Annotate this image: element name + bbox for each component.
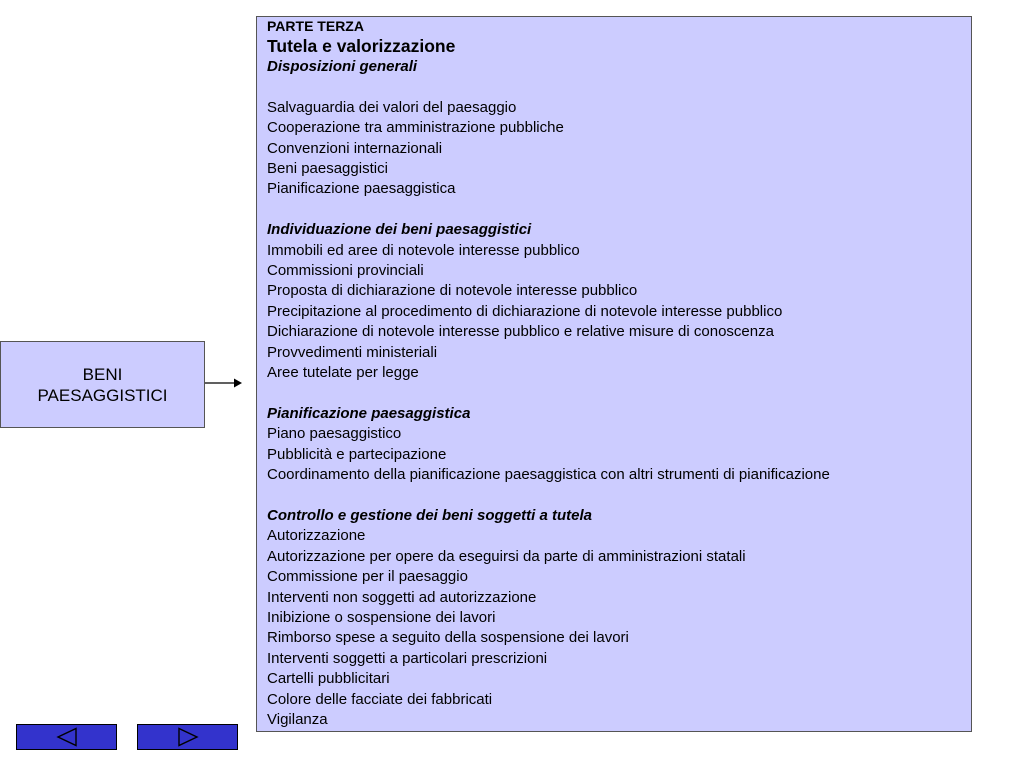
list-item: Salvaguardia dei valori del paesaggio xyxy=(267,98,517,116)
part-label: PARTE TERZA xyxy=(267,18,364,34)
triangle-right-icon xyxy=(176,727,200,747)
list-item: Pianificazione paesaggistica xyxy=(267,180,456,198)
list-item: Autorizzazione per opere da eseguirsi da parte di amministrazioni statali xyxy=(267,547,746,565)
section-heading: Disposizioni generali xyxy=(267,58,418,75)
list-item: Cooperazione tra amministrazione pubbliche xyxy=(267,119,564,137)
list-item: Cartelli pubblicitari xyxy=(267,670,390,688)
list-item: Piano paesaggistico xyxy=(267,425,402,443)
list-item: Provvedimenti ministeriali xyxy=(267,343,438,361)
list-item: Convenzioni internazionali xyxy=(267,139,443,157)
list-item: Interventi soggetti a particolari prescrizioni xyxy=(267,649,548,667)
list-item: Commissione per il paesaggio xyxy=(267,568,468,586)
list-item: Immobili ed aree di notevole interesse pubblico xyxy=(267,241,580,259)
side-box-line2: PAESAGGISTICI xyxy=(37,385,168,405)
list-item: Aree tutelate per legge xyxy=(267,364,419,382)
side-box-line1: BENI xyxy=(82,364,123,384)
list-item: Precipitazione al procedimento di dichiarazione di notevole interesse pubblico xyxy=(267,302,783,320)
list-item: Autorizzazione xyxy=(267,527,366,545)
section-spacer xyxy=(267,77,971,97)
previous-slide-button[interactable] xyxy=(16,724,117,750)
list-item: Interventi non soggetti ad autorizzazione xyxy=(267,588,537,606)
list-item: Coordinamento della pianificazione paesaggistica con altri strumenti di pianificazione xyxy=(267,466,830,484)
page-title: Tutela e valorizzazione xyxy=(267,36,456,56)
list-item: Colore delle facciate dei fabbricati xyxy=(267,690,493,708)
section-spacer xyxy=(267,200,971,220)
triangle-left-icon xyxy=(55,727,79,747)
section-heading: Controllo e gestione dei beni soggetti a tutela xyxy=(267,506,593,524)
list-item: Vigilanza xyxy=(267,710,328,728)
section-spacer xyxy=(267,383,971,403)
connector-arrow-icon xyxy=(205,376,245,390)
section-heading: Pianificazione paesaggistica xyxy=(267,404,471,422)
section-spacer xyxy=(267,485,971,505)
list-item: Proposta di dichiarazione di notevole interesse pubblico xyxy=(267,282,638,300)
section-heading: Individuazione dei beni paesaggistici xyxy=(267,221,532,239)
beni-paesaggistici-box[interactable] xyxy=(0,341,205,428)
list-item: Commissioni provinciali xyxy=(267,262,424,280)
next-slide-button[interactable] xyxy=(137,724,238,750)
content-panel xyxy=(256,16,972,732)
list-item: Rimborso spese a seguito della sospensione dei lavori xyxy=(267,629,629,647)
list-item: Beni paesaggistici xyxy=(267,160,388,178)
list-item: Dichiarazione di notevole interesse pubblico e relative misure di conoscenza xyxy=(267,323,774,341)
list-item: Pubblicità e partecipazione xyxy=(267,445,447,463)
list-item: Inibizione o sospensione dei lavori xyxy=(267,608,496,626)
